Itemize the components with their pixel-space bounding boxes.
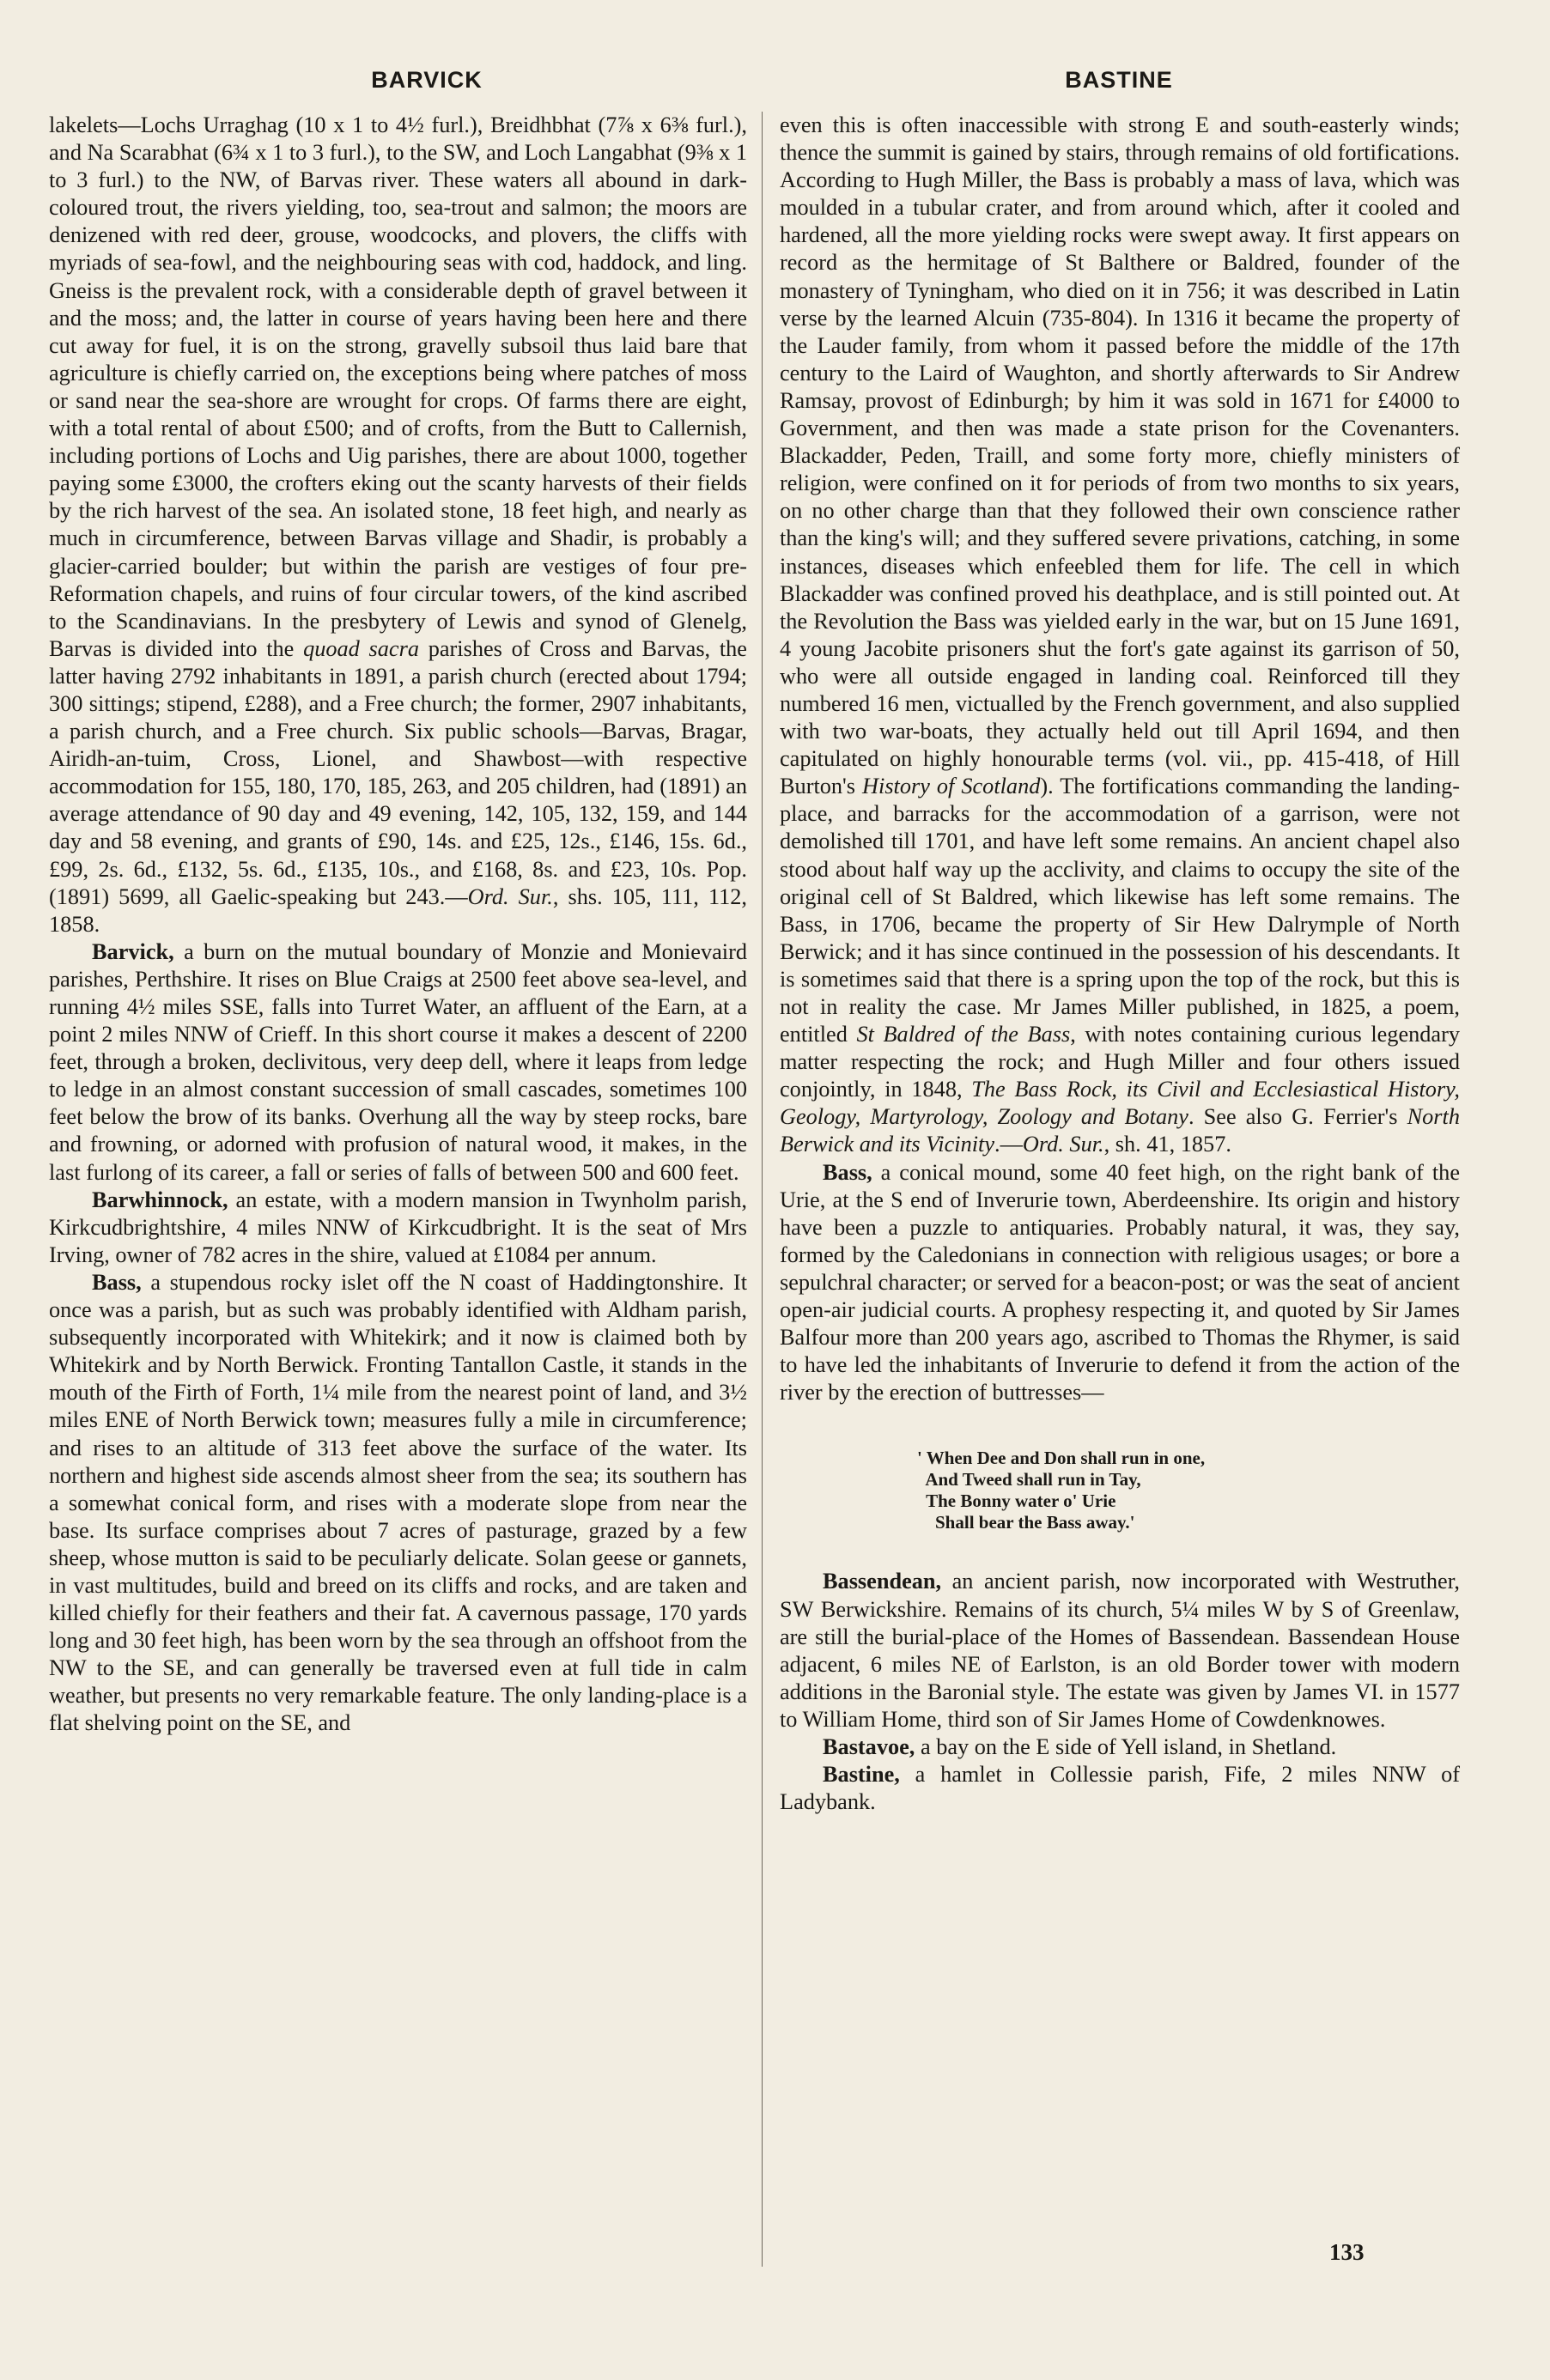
headword: Bastine, (823, 1762, 900, 1788)
italic-text: quoad sacra (303, 635, 419, 661)
headword: Barvick, (92, 938, 174, 964)
italic-text: Ord. Sur. (467, 883, 553, 909)
verse-line: ' When Dee and Don shall run in one, (917, 1448, 1206, 1469)
verse-line: And Tweed shall run in Tay, (917, 1469, 1141, 1491)
entry-text: , sh. 41, 1857. (1103, 1132, 1231, 1157)
running-head-right: BASTINE (1065, 67, 1173, 93)
right-column (780, 112, 1460, 1816)
entry-barvick (49, 938, 747, 1187)
entry-barwhinnock (49, 1187, 747, 1269)
headword: Bass, (823, 1159, 872, 1185)
entry-text: even this is often inaccessible with strong E and south-easterly winds; thence the summit is gained by stairs, through remains of old fortifications. According to Hugh Miller, the Bass is probably a mass of lava, which was moulded in a tubular crater, and from around which, after it cooled and hardened, all the more yielding rocks were swept away. It first appears on record as the hermitage of St Balthere or Baldred, founder of the monastery of Tyningham, who died on it in 756; it was described in Latin verse by the learned Alcuin (735-804). In 1316 it became the property of the Lauder family, from whom it passed before the middle of the 17th century to the Laird of Waughton, and shortly afterwards to Sir Andrew Ramsay, provost of Edinburgh; by him it was sold in 1671 for £4000 to Government, and then was made a state prison for the Covenanters. Blackadder, Peden, Traill, and some forty more, chiefly ministers of religion, were confined on it for periods of from two months to six years, on no other charge than that they followed their own conscience rather than the king's will; and they suffered severe privations, catching, in some instances, diseases which enfeebled them for life. The cell in which Blackadder was confined proved his deathplace, and is still pointed out. At the Revolution the Bass was yielded early in the war, but on 15 June 1691, 4 young Jacobite prisoners shut the fort's gate against its garrison of 50, who were all outside engaged in landing coal. Reinforced till they numbered 16 men, victualled by the French government, and also supplied with two war-boats, they actually held out till April 1694, and then capitulated on highly honourable terms (vol. vii., pp. 415-418, of Hill Burton's (780, 112, 1460, 799)
verse-line: Shall bear the Bass away.' (917, 1512, 1135, 1533)
italic-text: Ord. Sur. (1022, 1132, 1104, 1157)
verse-line: The Bonny water o' Urie (917, 1491, 1116, 1512)
entry-text: lakelets—Lochs Urraghag (10 x 1 to 4½ furl.), Breidhbhat (7⅞ x 6⅜ furl.), and Na Scarabhat (6¾ x 1 to 3 furl.), to the SW, and Loch Langabhat (9⅜ x 1 to 3 furl.) to the NW, of Barvas river. These waters all abound in dark-coloured trout, the rivers yielding, too, sea-trout and salmon; the moors are denizened with red deer, grouse, woodcocks, and plovers, the cliffs with myriads of sea-fowl, and the neighbouring seas with cod, haddock, and ling. Gneiss is the prevalent rock, with a considerable depth of gravel between it and the moss; and, the latter in course of years having been here and there cut away for fuel, it is on the strong, gravelly subsoil thus laid bare that agriculture is chiefly carried on, the exceptions being where patches of moss or sand near the sea-shore are wrought for crops. Of farms there are eight, with a total rental of about £500; and of crofts, from the Butt to Callernish, including portions of Lochs and Uig parishes, there are about 1000, together paying some £3000, the crofters eking out the scanty harvests of their fields by the rich harvest of the sea. An isolated stone, 18 feet high, and nearly as much in circumference, between Barvas village and Shadir, is probably a glacier-carried boulder; but within the parish are vestiges of four pre-Reformation chapels, and ruins of four circular towers, of the kind ascribed to the Scandinavians. In the presbytery of Lewis and synod of Glenelg, Barvas is divided into the (49, 112, 747, 661)
entry-text: a conical mound, some 40 feet high, on the right bank of the Urie, at the S end of Inverurie town, Aberdeenshire. Its origin and history have been a puzzle to antiquaries. Probably natural, it was, they say, formed by the Caledonians in connection with religious usages; or bore a sepulchral character; or served for a beacon-post; or was the seat of ancient open-air judicial courts. A prophesy respecting it, and quoted by Sir James Balfour more than 200 years ago, ascribed to Thomas the Rhymer, is said to have led the inhabitants of Inverurie to defend it from the action of the river by the erection of buttresses— (780, 1159, 1460, 1406)
entry-bastine (780, 1761, 1460, 1816)
entry-text: , shs. 105, 111, 112, 1858. (49, 883, 747, 937)
page-number: 133 (1329, 2239, 1365, 2265)
entry-text: a bay on the E side of Yell island, in Shetland. (915, 1733, 1337, 1759)
column-divider (762, 112, 763, 2267)
entry-bastavoe (780, 1733, 1460, 1761)
italic-text: North Berwick and its Vicinity (780, 1104, 1460, 1157)
entry-text: , with notes containing curious legendary matter respecting the rock; and Hugh Miller and four others issued conjointly, in 1848, (780, 1022, 1460, 1102)
verse-quotation (780, 1448, 1460, 1533)
entry-text: ). The fortifications commanding the landing-place, and barracks for the accommodation of a garrison, were not demolished till 1701, and have left some remains. An ancient chapel also stood about half way up the acclivity, and claims to occupy the site of the original cell of St Baldred, which likewise has left some remains. The Bass, in 1706, became the property of Sir Hew Dalrymple of North Berwick; and it has since continued in the possession of his descendants. It is sometimes said that there is a spring upon the top of the rock, but this is not in reality the case. Mr James Miller published, in 1825, a poem, entitled (780, 774, 1460, 1047)
italic-text: The Bass Rock, its Civil and Ecclesiastical History, Geology, Martyrology, Zoology and Botany (780, 1077, 1460, 1130)
entry-bassendean (780, 1568, 1460, 1733)
headword: Barwhinnock, (92, 1187, 228, 1212)
italic-text: St Baldred of the Bass (856, 1022, 1071, 1047)
entry-text: .— (994, 1132, 1023, 1157)
headword: Bass, (92, 1269, 142, 1295)
entry-bass-mound (780, 1159, 1460, 1407)
running-head-left: BARVICK (371, 67, 483, 93)
entry-barvas-continued (49, 112, 747, 938)
italic-text: History of Scotland (862, 774, 1041, 799)
entry-text: an ancient parish, now incorporated with Westruther, SW Berwickshire. Remains of its church, 5¼ miles W by S of Greenlaw, are still the burial-place of the Homes of Bassendean. Bassendean House adjacent, 6 miles NE of Earlston, is an old Border tower with modern additions in the Baronial style. The estate was given by James VI. in 1577 to William Home, third son of Sir James Home of Cowdenknowes. (780, 1569, 1460, 1732)
entry-text: a stupendous rocky islet off the N coast of Haddingtonshire. It once was a parish, but as such was probably identified with Aldham parish, subsequently incorporated with Whitekirk; and it now is claimed both by Whitekirk and by North Berwick. Fronting Tantallon Castle, it stands in the mouth of the Firth of Forth, 1¼ mile from the nearest point of land, and 3½ miles ENE of North Berwick town; measures fully a mile in circumference; and rises to an altitude of 313 feet above the surface of the water. Its northern and highest side ascends almost sheer from the sea; its southern has a somewhat conical form, and rises with a moderate slope from near the base. Its surface comprises about 7 acres of pasturage, grazed by a few sheep, whose mutton is said to be peculiarly delicate. Solan geese or gannets, in vast multitudes, build and breed on its cliffs and rocks, and are taken and killed chiefly for their feathers and their fat. A cavernous passage, 170 yards long and 30 feet high, has been worn by the sea through an offshoot from the NW to the SE, and can generally be traversed even at full tide in calm weather, but presents no very remarkable feature. The only landing-place is a flat shelving point on the SE, and (49, 1269, 747, 1736)
entry-text: parishes of Cross and Barvas, the latter having 2792 inhabitants in 1891, a parish church (erected about 1794; 300 sittings; stipend, £288), and a Free church; the former, 2907 inhabitants, a parish church, and a Free church. Six public schools—Barvas, Bragar, Airidh-an-tuim, Cross, Lionel, and Shawbost—with respective accommodation for 155, 180, 170, 185, 263, and 205 children, had (1891) an average attendance of 90 day and 49 evening, 142, 105, 132, 159, and 144 day and 58 evening, and grants of £90, 14s. and £25, 12s., £146, 15s. 6d., £99, 2s. 6d., £132, 5s. 6d., £135, 10s., and £168, 8s. and £23, 10s. Pop. (1891) 5699, all Gaelic-speaking but 243.— (49, 635, 747, 909)
headword: Bassendean, (823, 1569, 942, 1594)
headword: Bastavoe, (823, 1733, 915, 1759)
left-column (49, 112, 747, 1738)
entry-text: a burn on the mutual boundary of Monzie and Monievaird parishes, Perthshire. It rises on Blue Craigs at 2500 feet above sea-level, and running 4½ miles SSE, falls into Turret Water, an affluent of the Earn, at a point 2 miles NNW of Crieff. In this short course it makes a descent of 2200 feet, through a broken, declivitous, very deep dell, where it leaps from ledge to ledge in an almost constant succession of small cascades, sometimes 100 feet below the brow of its banks. Overhung all the way by steep rocks, bare and frowning, or adorned with profusion of natural wood, it makes, in the last furlong of its career, a fall or series of falls of between 500 and 600 feet. (49, 938, 747, 1185)
entry-text: an estate, with a modern mansion in Twynholm parish, Kirkcudbrightshire, 4 miles NNW of Kirkcudbright. It is the seat of Mrs Irving, owner of 782 acres in the shire, valued at £1084 per annum. (49, 1187, 747, 1267)
entry-bass (49, 1269, 747, 1738)
entry-text: a hamlet in Collessie parish, Fife, 2 miles NNW of Ladybank. (780, 1762, 1460, 1815)
entry-text: . See also G. Ferrier's (1188, 1104, 1407, 1130)
entry-bass-continued (780, 112, 1460, 1159)
